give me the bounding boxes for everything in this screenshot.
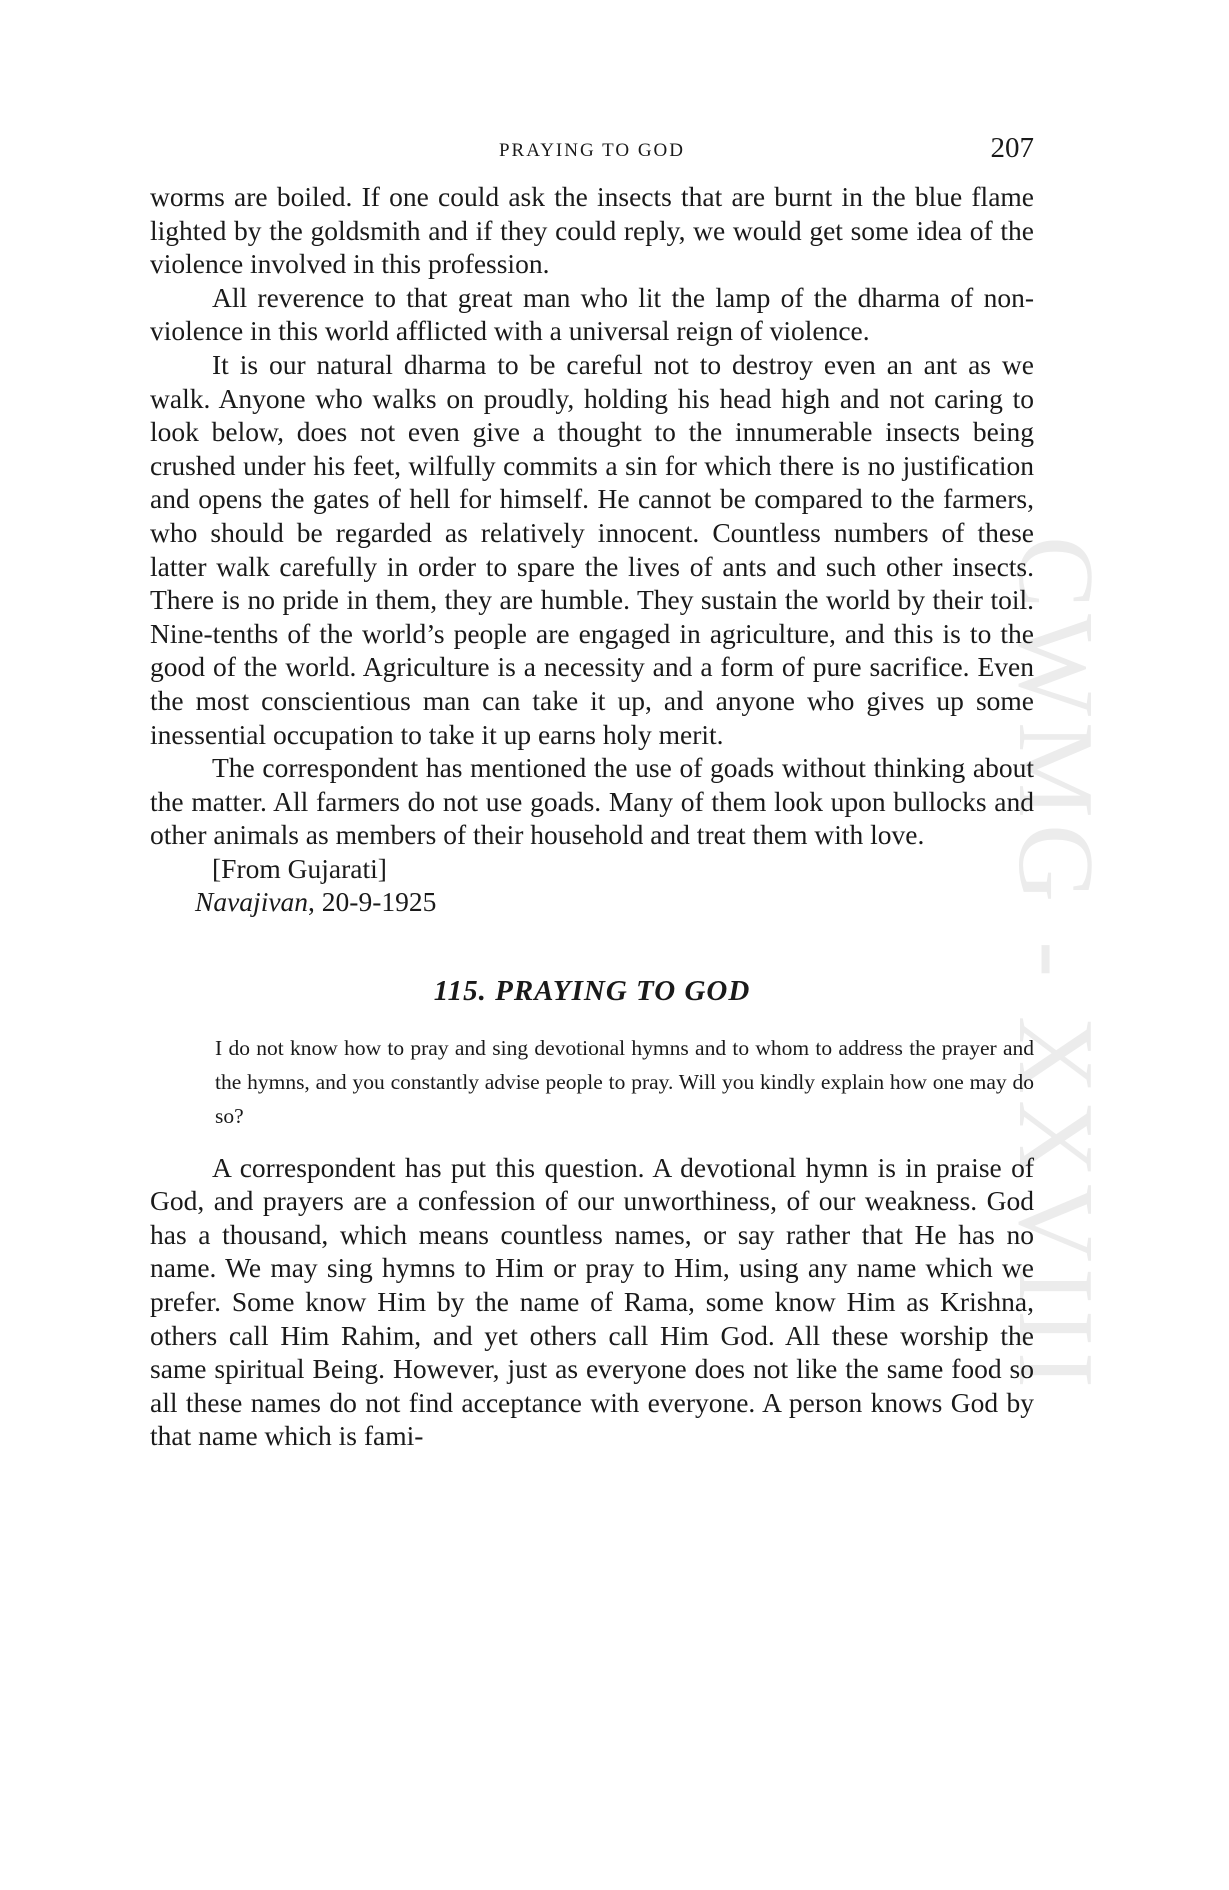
paragraph-reverence: All reverence to that great man who lit the lamp of the dharma of non-violence in this world afflicted with a universal reign of violence. xyxy=(150,281,1034,347)
paragraph-goads: The correspondent has mentioned the use of goads without thinking about the matter. All farmers do not use goads. Many of them look upon bullocks and other animals as members of their household and treat them with love. xyxy=(150,752,1034,851)
watermark-text: CWMG - XXVIII xyxy=(996,536,1115,1394)
section-body: A correspondent has put this question. A devotional hymn is in praise of God, and prayers are a confession of our unworthiness, of our weakness. God has a thousand, which means countless names, or say rather that He has no name. We may sing hymns to Him or pray to Him, using any name which we prefer. Some know Him by the name of Rama, some know Him as Krishna, others call Him Rahim, and yet others call Him God. All these worship the same spiritual Being. However, just as everyone does not like the same food so all these names do not find acceptance with everyone. A person knows God by that name which is fami- xyxy=(150,1151,1034,1452)
source-citation xyxy=(150,885,1034,919)
source-date: , 20-9-1925 xyxy=(308,886,437,918)
correspondent-query: I do not know how to pray and sing devotional hymns and to whom to address the prayer and the hymns, and you constantly advise people to pray. Will you kindly explain how one may do so? xyxy=(215,1035,1034,1128)
page-number: 207 xyxy=(990,132,1034,164)
page-body xyxy=(150,180,1034,1453)
translation-note: [From Gujarati] xyxy=(212,852,387,884)
section-heading: 115. PRAYING TO GOD xyxy=(433,975,751,1008)
paragraph-continued: worms are boiled. If one could ask the insects that are burnt in the blue flame lighted by the goldsmith and if they could reply, we would get some idea of the violence involved in this profession. xyxy=(150,181,1034,280)
running-head-title: PRAYING TO GOD xyxy=(498,140,685,161)
running-head xyxy=(150,132,1034,172)
paragraph-natural-dharma: It is our natural dharma to be careful not to destroy even an ant as we walk. Anyone who walks on proudly, holding his head high and not caring to look below, does not even give a thought to the innumerable insects being crushed under his feet, wilfully commits a sin for which there is no justification and opens the gates of hell for himself. He cannot be compared to the farmers, who should be regarded as relatively innocent. Countless numbers of these latter walk carefully in order to spare the lives of ants and such other insects. There is no pride in them, they are humble. They sustain the world by their toil. Nine-tenths of the world’s people are engaged in agriculture, and this is to the good of the world. Agriculture is a necessity and a form of pure sacrifice. Even the most conscientious man can take it up, and anyone who gives up some inessential occupation to take it up earns holy merit. xyxy=(150,348,1034,750)
source-publication: Navajivan xyxy=(195,886,309,918)
